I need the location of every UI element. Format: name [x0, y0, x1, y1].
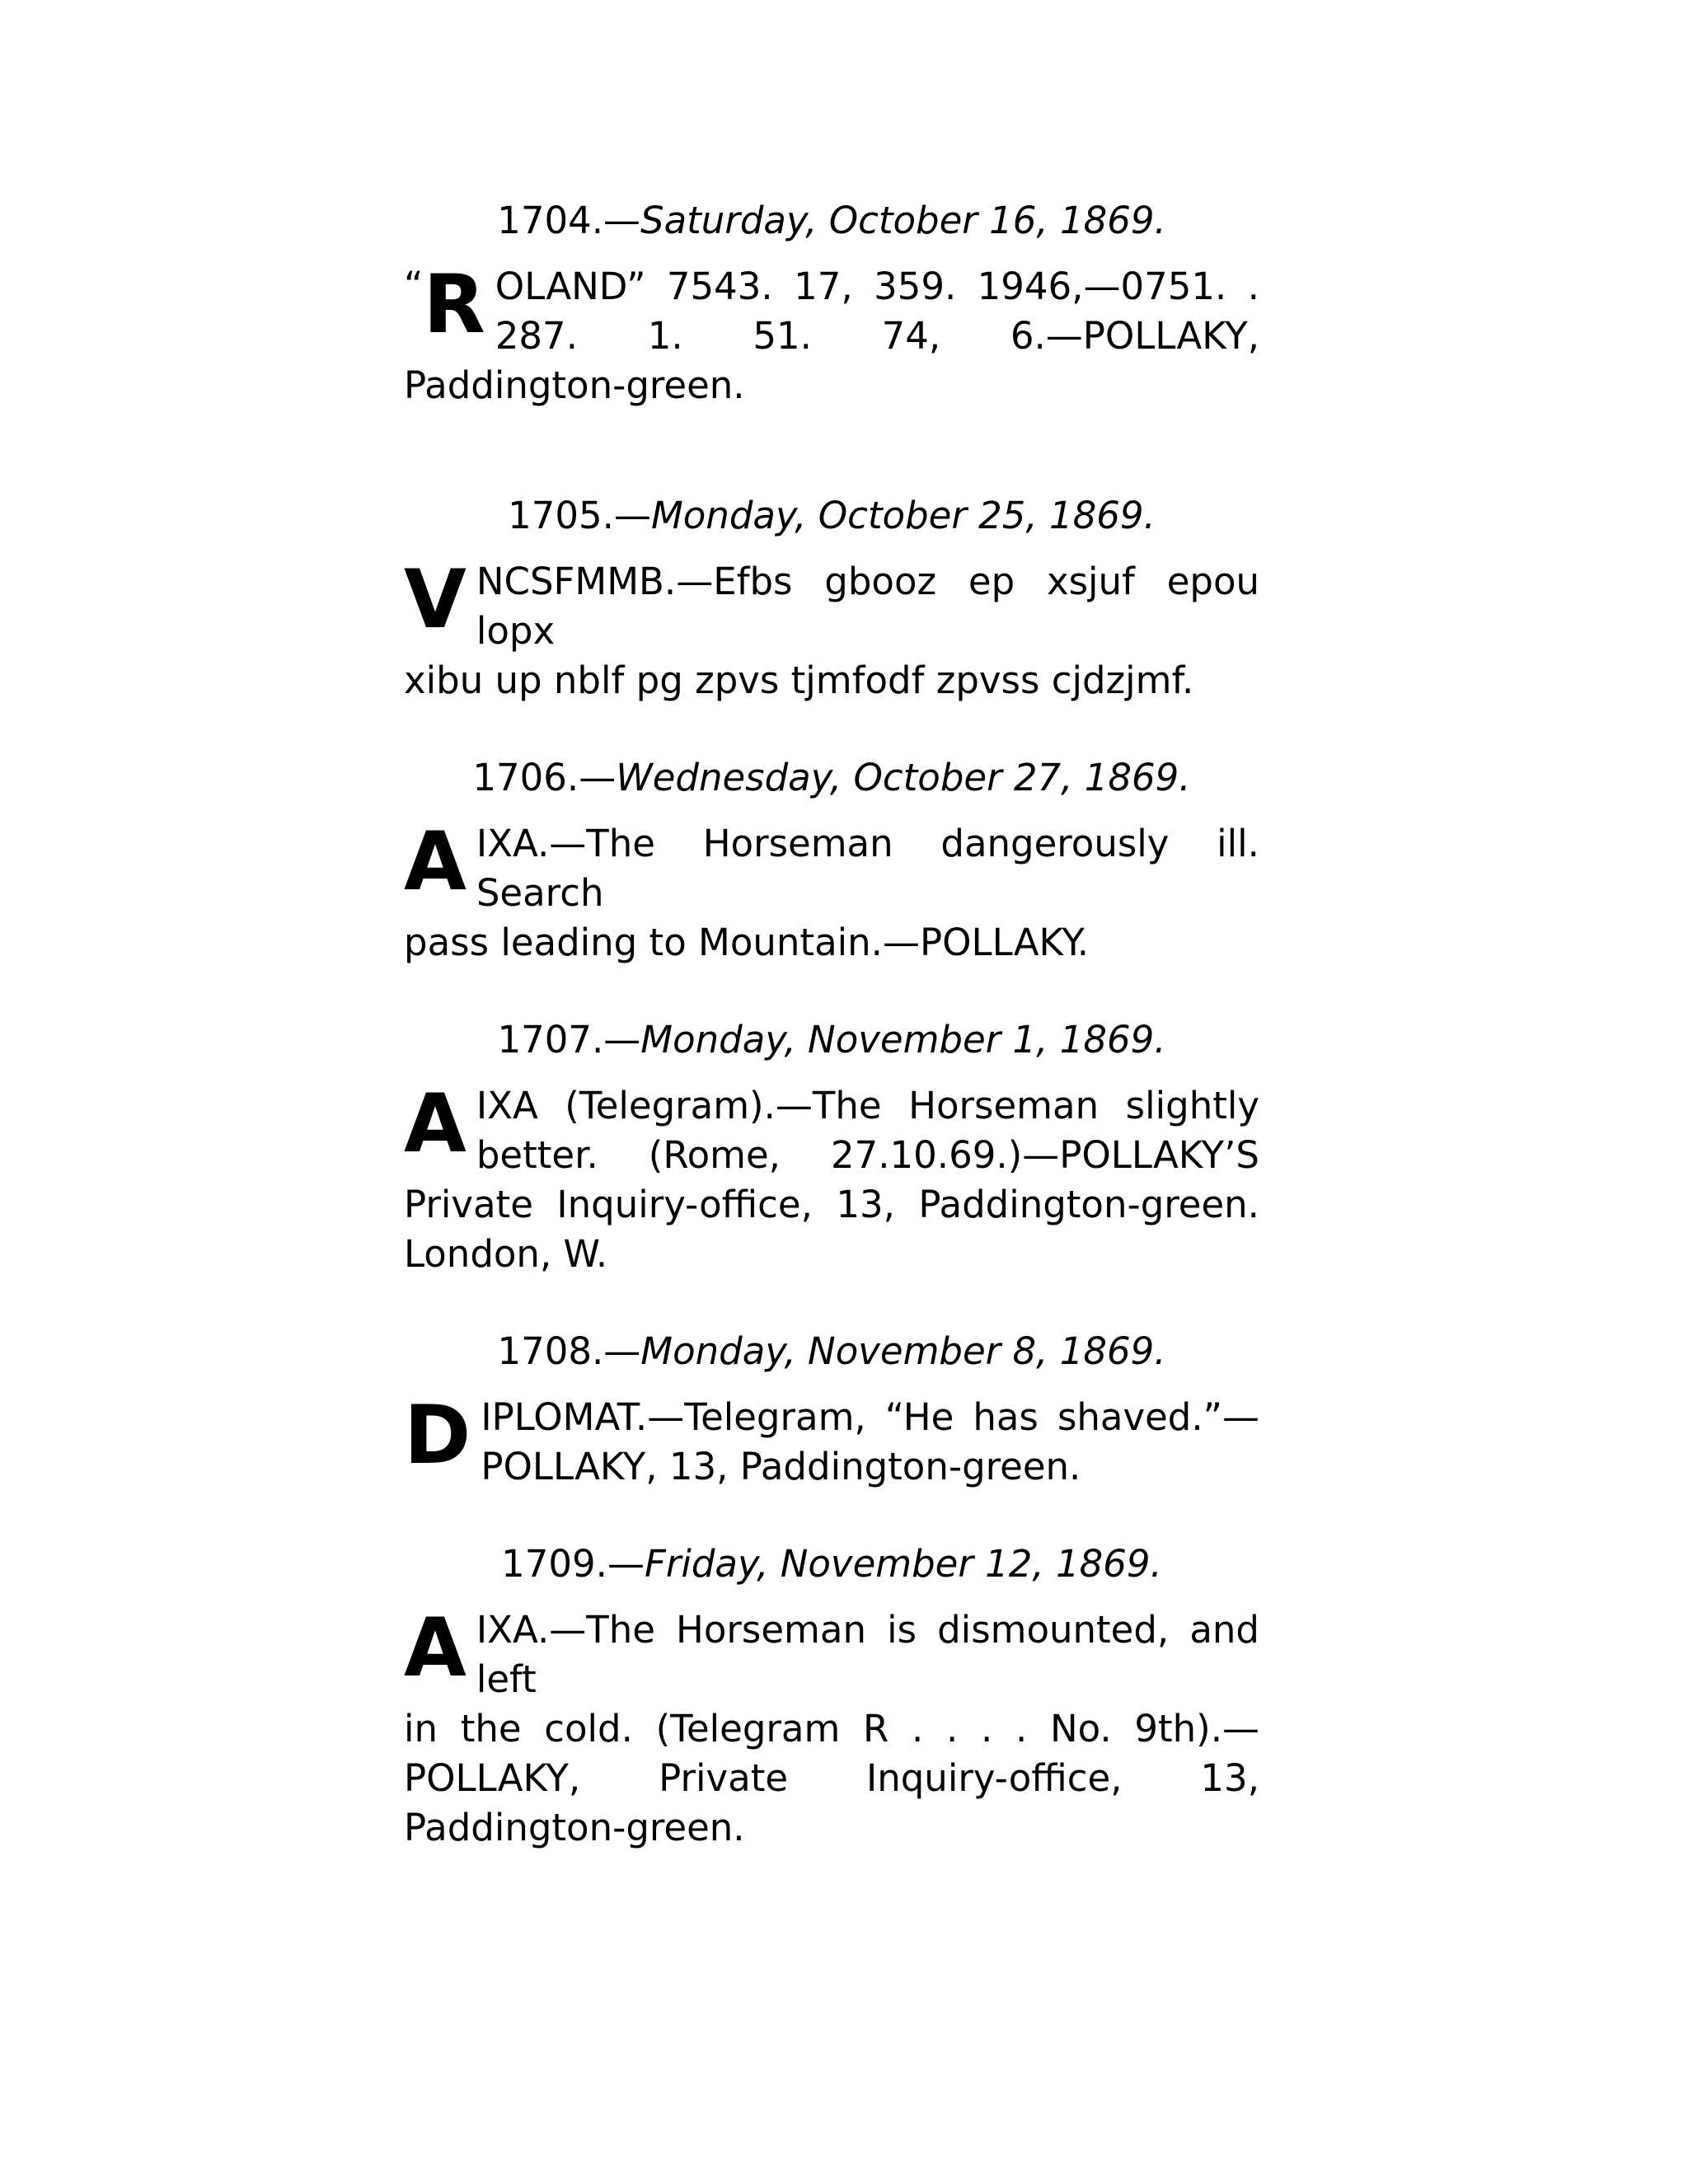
- entry-continuation: 287. 1. 51. 74, 6.—POLLAKY, Paddington-green.: [404, 314, 1259, 407]
- entry-continuation: in the cold. (Telegram R . . . . No. 9th).—POLLAKY, Private Inquiry-office, 13, Paddington-green.: [404, 1707, 1259, 1849]
- entry-date: Wednesday, October 27, 1869.: [616, 756, 1191, 799]
- entry-number: 1709.—: [501, 1542, 645, 1586]
- entry-1707: [404, 1017, 1259, 1279]
- drop-cap: D: [404, 1389, 471, 1483]
- drop-cap-quote: “: [404, 264, 424, 307]
- drop-cap-letter: R: [423, 258, 485, 352]
- entry-body: [404, 1601, 1259, 1853]
- entry-heading: [404, 198, 1259, 244]
- entry-heading: [404, 493, 1259, 539]
- entry-body: [404, 1389, 1259, 1492]
- spacer: [404, 1492, 1259, 1541]
- drop-cap: A: [404, 1077, 467, 1171]
- entry-number: 1704.—: [497, 199, 641, 242]
- entry-heading: [404, 1329, 1259, 1375]
- entry-body: [404, 553, 1259, 705]
- entry-1705: [404, 493, 1259, 705]
- entry-date: Friday, November 12, 1869.: [644, 1542, 1162, 1586]
- entry-number: 1706.—: [472, 756, 617, 799]
- advertisement-column: [404, 198, 1259, 1853]
- drop-cap: A: [404, 1601, 467, 1695]
- entry-number: 1705.—: [508, 494, 651, 537]
- drop-cap: V: [404, 553, 467, 647]
- spacer: [404, 968, 1259, 1017]
- entry-continuation: POLLAKY, 13, Paddington-green.: [481, 1445, 1081, 1488]
- entry-heading: [404, 1017, 1259, 1063]
- entry-body: [404, 1077, 1259, 1279]
- entry-first-line: OLAND” 7543. 17, 359. 1946,—0751. .: [495, 265, 1259, 308]
- spacer: [404, 705, 1259, 755]
- entry-1704: [404, 198, 1259, 410]
- entry-heading: [404, 1541, 1259, 1587]
- entry-body: [404, 258, 1259, 410]
- entry-1709: [404, 1541, 1259, 1853]
- entry-continuation: better. (Rome, 27.10.69.)—POLLAKY’S Private Inquiry-office, 13, Paddington-green. London, W.: [404, 1133, 1259, 1276]
- entry-date: Monday, October 25, 1869.: [650, 494, 1156, 537]
- entry-first-line: IXA (Telegram).—The Horseman slightly: [476, 1084, 1259, 1127]
- entry-heading: [404, 755, 1259, 801]
- entry-number: 1708.—: [497, 1329, 641, 1373]
- entry-first-line: NCSFMMB.—Efbs gbooz ep xsjuf epou lopx: [476, 560, 1259, 653]
- entry-continuation: pass leading to Mountain.—POLLAKY.: [404, 921, 1090, 964]
- entry-body: [404, 815, 1259, 968]
- spacer: [404, 1279, 1259, 1329]
- entry-continuation: xibu up nblf pg zpvs tjmfodf zpvss cjdzjmf.: [404, 658, 1194, 702]
- entry-first-line: IXA.—The Horseman dangerously ill. Search: [476, 822, 1259, 915]
- entry-first-line: IPLOMAT.—Telegram, “He has shaved.”—: [481, 1395, 1259, 1439]
- entry-first-line: IXA.—The Horseman is dismounted, and left: [476, 1608, 1259, 1701]
- drop-cap: [404, 258, 485, 352]
- entry-date: Monday, November 1, 1869.: [640, 1018, 1166, 1062]
- entry-date: Saturday, October 16, 1869.: [640, 199, 1166, 242]
- entry-date: Monday, November 8, 1869.: [640, 1329, 1166, 1373]
- entry-1708: [404, 1329, 1259, 1492]
- spacer: [404, 410, 1259, 493]
- entry-number: 1707.—: [497, 1018, 641, 1062]
- entry-1706: [404, 755, 1259, 968]
- drop-cap: A: [404, 815, 467, 909]
